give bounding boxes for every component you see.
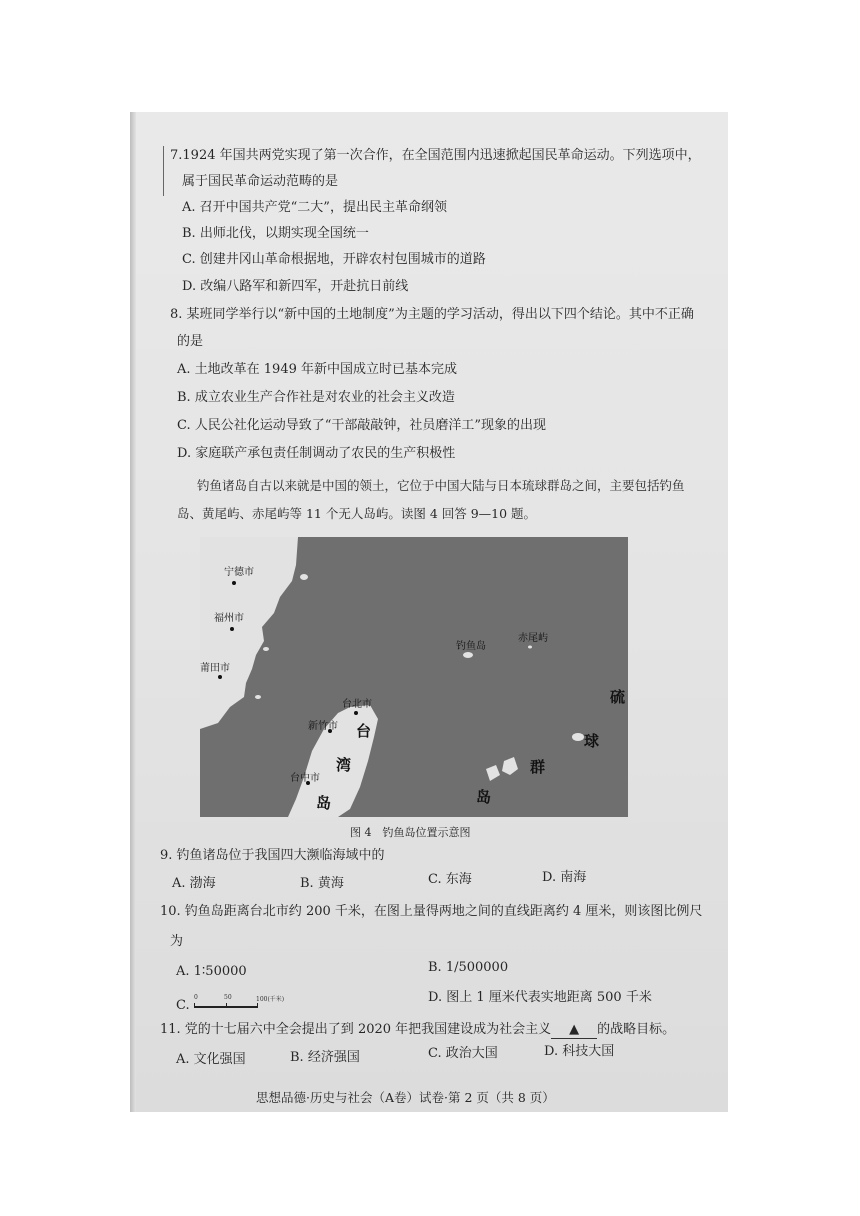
scale-tick-mid bbox=[226, 1003, 227, 1008]
q8-option-a: A. 土地改革在 1949 年新中国成立时已基本完成 bbox=[177, 362, 458, 377]
q8-stem-line2: 的是 bbox=[177, 334, 204, 349]
q11-blank: ▲ bbox=[551, 1022, 597, 1039]
label-xinzhu: 新竹市 bbox=[308, 721, 338, 732]
label-taibei: 台北市 bbox=[342, 699, 372, 710]
q9-option-b: B. 黄海 bbox=[300, 876, 344, 891]
q8-stem-line1: 8. 某班同学举行以“新中国的土地制度”为主题的学习活动，得出以下四个结论。其中不正确 bbox=[170, 307, 694, 322]
label-putian: 莆田市 bbox=[200, 663, 230, 674]
q10-stem-line1: 10. 钓鱼岛距离台北市约 200 千米，在图上量得两地之间的直线距离约 4 厘米，则该图比例尺 bbox=[160, 904, 703, 919]
q7-option-a: A. 召开中国共产党“二大”，提出民主革命纲领 bbox=[182, 200, 447, 215]
scale-label-100: 100(千米) bbox=[256, 996, 285, 1003]
q11-option-c: C. 政治大国 bbox=[428, 1046, 498, 1061]
q8-option-c: C. 人民公社化运动导致了“干部敲敲钟，社员磨洋工”现象的出现 bbox=[177, 418, 547, 433]
page-footer: 思想品德·历史与社会（A卷）试卷·第 2 页（共 8 页） bbox=[256, 1090, 555, 1105]
q10-option-a: A. 1∶50000 bbox=[176, 964, 247, 979]
label-qiu: 球 bbox=[584, 732, 600, 750]
label-chiwei: 赤尾屿 bbox=[518, 633, 548, 644]
scale-tick-start bbox=[194, 1003, 195, 1008]
q7-option-c: C. 创建井冈山革命根据地，开辟农村包围城市的道路 bbox=[182, 252, 486, 267]
q10-scale-bar bbox=[194, 994, 314, 1016]
q11-stem-before: 11. 党的十七届六中全会提出了到 2020 年把我国建设成为社会主义 bbox=[160, 1022, 552, 1037]
figure-caption: 图 4 钓鱼岛位置示意图 bbox=[350, 826, 471, 839]
scale-tick-end bbox=[257, 1003, 258, 1008]
label-fuzhou: 福州市 bbox=[214, 613, 244, 624]
label-tai: 台 bbox=[356, 722, 372, 740]
q7-option-b: B. 出师北伐，以期实现全国统一 bbox=[182, 226, 369, 241]
diaoyu-location-map bbox=[200, 537, 628, 817]
label-dao-ryukyu: 岛 bbox=[476, 788, 492, 806]
q8-option-b: B. 成立农业生产合作社是对农业的社会主义改造 bbox=[177, 390, 455, 405]
exam-page bbox=[130, 112, 728, 1112]
q9-option-a: A. 渤海 bbox=[172, 876, 216, 891]
q10-option-d: D. 图上 1 厘米代表实地距离 500 千米 bbox=[428, 990, 652, 1005]
q9-option-d: D. 南海 bbox=[542, 870, 587, 885]
passage-line1: 钓鱼诸岛自古以来就是中国的领土，它位于中国大陆与日本琉球群岛之间，主要包括钓鱼 bbox=[197, 478, 685, 493]
label-ningde: 宁德市 bbox=[224, 567, 254, 578]
label-diaoyu: 钓鱼岛 bbox=[456, 641, 486, 652]
q11-option-a: A. 文化强国 bbox=[176, 1052, 246, 1067]
label-dao-taiwan: 岛 bbox=[316, 794, 332, 812]
q7-stem-line1: 7.1924 年国共两党实现了第一次合作，在全国范围内迅速掀起国民革命运动。下列选项中， bbox=[170, 148, 701, 163]
q10-option-b: B. 1/500000 bbox=[428, 960, 509, 975]
q10-stem-line2: 为 bbox=[170, 934, 184, 949]
q11-option-d: D. 科技大国 bbox=[544, 1044, 615, 1059]
q8-option-d: D. 家庭联产承包责任制调动了农民的生产积极性 bbox=[177, 446, 456, 461]
q11-stem-after: 的战略目标。 bbox=[597, 1022, 676, 1037]
q7-stem-line2: 属于国民革命运动范畴的是 bbox=[182, 174, 339, 189]
q11-option-b: B. 经济强国 bbox=[290, 1050, 360, 1065]
passage-line2: 岛、黄尾屿、赤尾屿等 11 个无人岛屿。读图 4 回答 9—10 题。 bbox=[177, 506, 537, 521]
scale-label-0: 0 bbox=[194, 994, 198, 1001]
q9-stem: 9. 钓鱼诸岛位于我国四大濒临海域中的 bbox=[160, 848, 385, 863]
q9-option-c: C. 东海 bbox=[428, 872, 472, 887]
label-qun: 群 bbox=[530, 758, 546, 776]
margin-rule bbox=[163, 146, 164, 196]
q11-stem bbox=[160, 1022, 675, 1039]
label-wan: 湾 bbox=[336, 756, 352, 774]
q10-option-c-label: C. bbox=[176, 998, 190, 1013]
map-graphic bbox=[200, 537, 628, 817]
label-liu: 硫 bbox=[610, 688, 626, 706]
label-taizhong: 台中市 bbox=[290, 773, 320, 784]
q7-option-d: D. 改编八路军和新四军，开赴抗日前线 bbox=[182, 279, 409, 294]
scale-label-50: 50 bbox=[224, 994, 232, 1001]
